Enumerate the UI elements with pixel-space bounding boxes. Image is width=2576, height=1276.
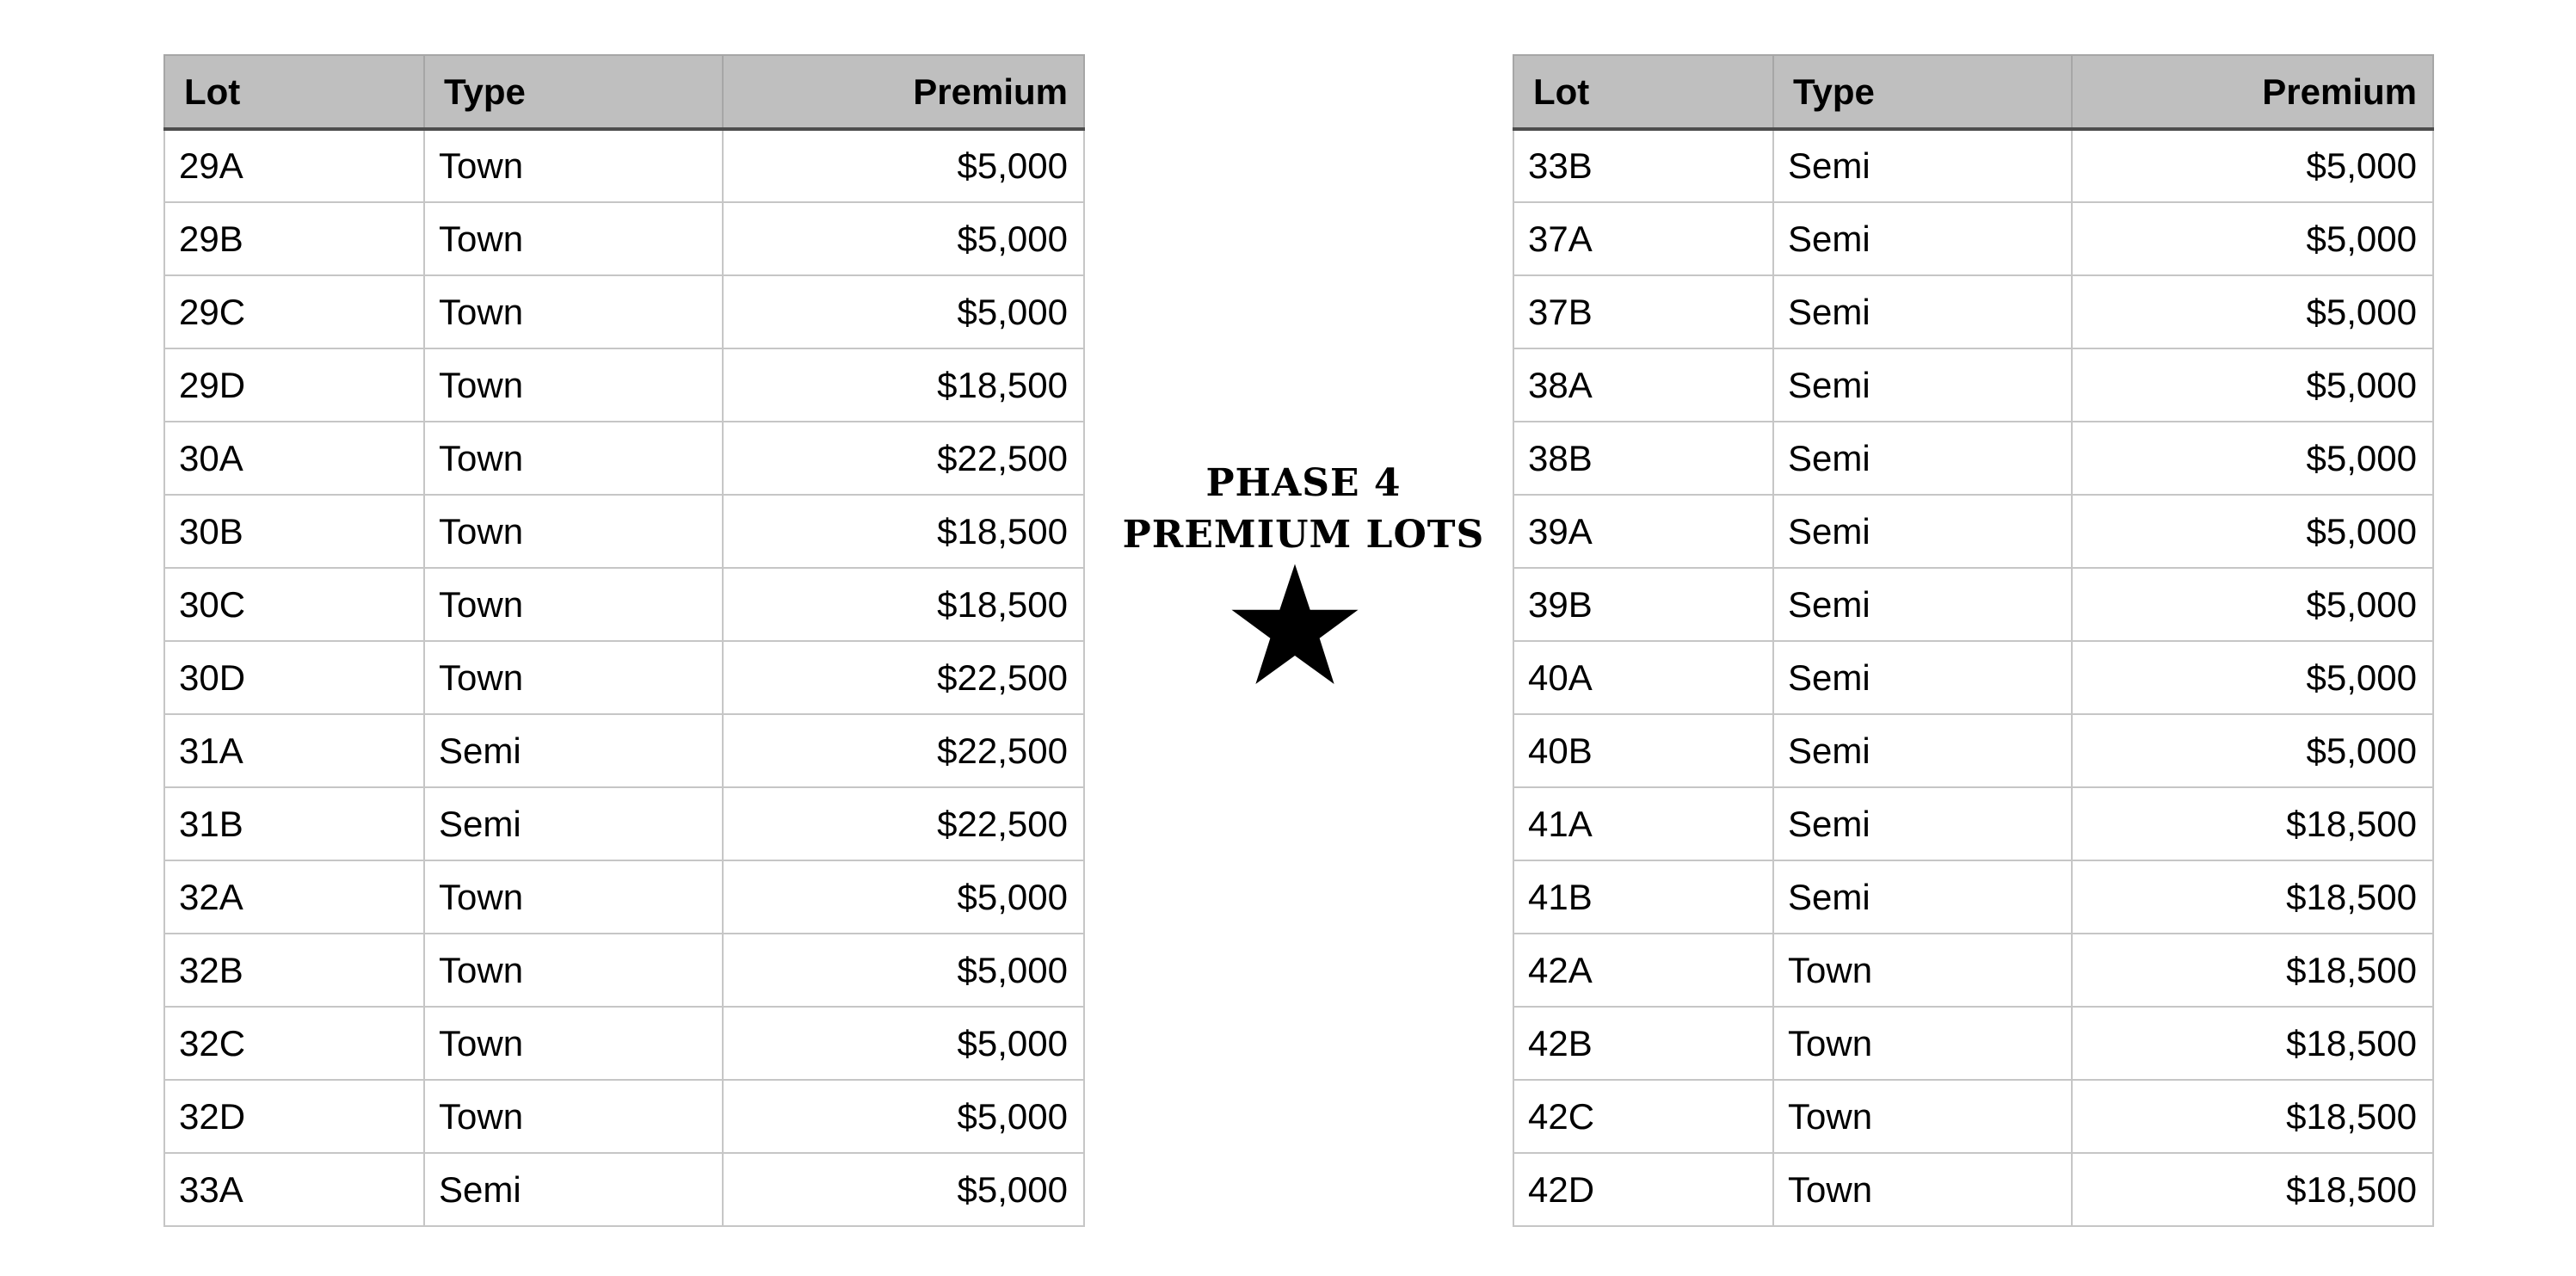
page-title bbox=[1110, 458, 1497, 561]
table-header-row bbox=[1513, 55, 2433, 129]
cell-lot: 30A bbox=[164, 422, 424, 495]
table-row bbox=[1513, 568, 2433, 641]
cell-lot: 29B bbox=[164, 202, 424, 275]
cell-type: Town bbox=[1773, 934, 2072, 1007]
cell-lot: 30D bbox=[164, 641, 424, 714]
cell-premium: $18,500 bbox=[723, 568, 1084, 641]
cell-type: Town bbox=[1773, 1007, 2072, 1080]
cell-lot: 33A bbox=[164, 1153, 424, 1226]
cell-lot: 37A bbox=[1513, 202, 1773, 275]
header-type: Type bbox=[1773, 55, 2072, 129]
cell-premium: $22,500 bbox=[723, 641, 1084, 714]
cell-lot: 38B bbox=[1513, 422, 1773, 495]
cell-type: Semi bbox=[424, 714, 723, 787]
table-row bbox=[1513, 1080, 2433, 1153]
cell-lot: 41B bbox=[1513, 860, 1773, 934]
cell-type: Town bbox=[424, 275, 723, 348]
cell-premium: $5,000 bbox=[723, 1080, 1084, 1153]
title-line-2: PREMIUM LOTS bbox=[1122, 513, 1485, 557]
cell-lot: 42D bbox=[1513, 1153, 1773, 1226]
cell-lot: 29D bbox=[164, 348, 424, 422]
table-row bbox=[164, 1153, 1084, 1226]
cell-type: Town bbox=[424, 1080, 723, 1153]
table-body bbox=[1513, 129, 2433, 1226]
cell-premium: $18,500 bbox=[2072, 860, 2433, 934]
table-row bbox=[164, 934, 1084, 1007]
table-row bbox=[1513, 714, 2433, 787]
cell-type: Town bbox=[424, 860, 723, 934]
cell-lot: 37B bbox=[1513, 275, 1773, 348]
header-premium: Premium bbox=[723, 55, 1084, 129]
cell-type: Town bbox=[1773, 1080, 2072, 1153]
table-row bbox=[1513, 202, 2433, 275]
table-row bbox=[1513, 934, 2433, 1007]
cell-premium: $22,500 bbox=[723, 422, 1084, 495]
cell-lot: 39B bbox=[1513, 568, 1773, 641]
cell-lot: 32C bbox=[164, 1007, 424, 1080]
cell-type: Semi bbox=[1773, 714, 2072, 787]
table-row bbox=[164, 275, 1084, 348]
cell-lot: 40B bbox=[1513, 714, 1773, 787]
table-row bbox=[1513, 641, 2433, 714]
table-row bbox=[164, 202, 1084, 275]
cell-type: Semi bbox=[1773, 422, 2072, 495]
cell-lot: 42A bbox=[1513, 934, 1773, 1007]
table-row bbox=[1513, 275, 2433, 348]
star-icon bbox=[1230, 564, 1359, 688]
cell-lot: 32D bbox=[164, 1080, 424, 1153]
cell-type: Town bbox=[424, 641, 723, 714]
cell-lot: 38A bbox=[1513, 348, 1773, 422]
cell-lot: 39A bbox=[1513, 495, 1773, 568]
cell-premium: $18,500 bbox=[2072, 1080, 2433, 1153]
cell-lot: 32B bbox=[164, 934, 424, 1007]
cell-type: Town bbox=[424, 495, 723, 568]
cell-type: Semi bbox=[1773, 275, 2072, 348]
header-type: Type bbox=[424, 55, 723, 129]
table-row bbox=[164, 1007, 1084, 1080]
header-lot: Lot bbox=[1513, 55, 1773, 129]
cell-premium: $5,000 bbox=[2072, 568, 2433, 641]
cell-type: Semi bbox=[1773, 495, 2072, 568]
cell-premium: $5,000 bbox=[723, 860, 1084, 934]
cell-type: Town bbox=[424, 202, 723, 275]
cell-premium: $5,000 bbox=[2072, 129, 2433, 202]
table-row bbox=[1513, 422, 2433, 495]
table-row bbox=[1513, 1007, 2433, 1080]
cell-type: Town bbox=[424, 129, 723, 202]
cell-lot: 32A bbox=[164, 860, 424, 934]
table-row bbox=[164, 860, 1084, 934]
cell-lot: 40A bbox=[1513, 641, 1773, 714]
table-row bbox=[164, 495, 1084, 568]
cell-premium: $5,000 bbox=[2072, 641, 2433, 714]
cell-premium: $18,500 bbox=[2072, 1007, 2433, 1080]
cell-premium: $22,500 bbox=[723, 787, 1084, 860]
cell-lot: 41A bbox=[1513, 787, 1773, 860]
cell-lot: 31B bbox=[164, 787, 424, 860]
cell-premium: $5,000 bbox=[723, 202, 1084, 275]
header-lot: Lot bbox=[164, 55, 424, 129]
cell-type: Town bbox=[424, 348, 723, 422]
table-row bbox=[1513, 495, 2433, 568]
premium-lots-table-right bbox=[1513, 54, 2434, 1227]
cell-type: Town bbox=[424, 422, 723, 495]
table-row bbox=[1513, 860, 2433, 934]
table-row bbox=[164, 714, 1084, 787]
premium-lots-table-left bbox=[163, 54, 1085, 1227]
cell-lot: 31A bbox=[164, 714, 424, 787]
cell-lot: 30C bbox=[164, 568, 424, 641]
cell-premium: $5,000 bbox=[2072, 714, 2433, 787]
cell-lot: 42C bbox=[1513, 1080, 1773, 1153]
table-body bbox=[164, 129, 1084, 1226]
table-row bbox=[164, 422, 1084, 495]
table-row bbox=[164, 129, 1084, 202]
cell-premium: $5,000 bbox=[723, 934, 1084, 1007]
table-row bbox=[1513, 1153, 2433, 1226]
header-premium: Premium bbox=[2072, 55, 2433, 129]
cell-type: Semi bbox=[424, 787, 723, 860]
cell-premium: $5,000 bbox=[2072, 422, 2433, 495]
cell-type: Semi bbox=[1773, 348, 2072, 422]
cell-type: Semi bbox=[1773, 202, 2072, 275]
cell-premium: $18,500 bbox=[723, 348, 1084, 422]
cell-type: Town bbox=[1773, 1153, 2072, 1226]
cell-type: Semi bbox=[1773, 641, 2072, 714]
cell-type: Semi bbox=[1773, 787, 2072, 860]
cell-type: Semi bbox=[1773, 860, 2072, 934]
cell-premium: $5,000 bbox=[2072, 348, 2433, 422]
cell-type: Semi bbox=[1773, 568, 2072, 641]
table-row bbox=[164, 1080, 1084, 1153]
cell-premium: $5,000 bbox=[723, 1007, 1084, 1080]
table-row bbox=[164, 348, 1084, 422]
cell-premium: $5,000 bbox=[723, 1153, 1084, 1226]
table-row bbox=[1513, 787, 2433, 860]
table-row bbox=[164, 641, 1084, 714]
cell-premium: $5,000 bbox=[2072, 202, 2433, 275]
cell-type: Semi bbox=[424, 1153, 723, 1226]
cell-premium: $5,000 bbox=[723, 275, 1084, 348]
cell-premium: $18,500 bbox=[723, 495, 1084, 568]
table-row bbox=[164, 568, 1084, 641]
cell-premium: $22,500 bbox=[723, 714, 1084, 787]
cell-premium: $18,500 bbox=[2072, 787, 2433, 860]
cell-type: Town bbox=[424, 934, 723, 1007]
cell-premium: $18,500 bbox=[2072, 934, 2433, 1007]
cell-premium: $5,000 bbox=[723, 129, 1084, 202]
table-header-row bbox=[164, 55, 1084, 129]
cell-type: Semi bbox=[1773, 129, 2072, 202]
title-line-1: PHASE 4 bbox=[1205, 461, 1402, 505]
table-row bbox=[1513, 348, 2433, 422]
cell-type: Town bbox=[424, 568, 723, 641]
cell-premium: $18,500 bbox=[2072, 1153, 2433, 1226]
cell-type: Town bbox=[424, 1007, 723, 1080]
cell-premium: $5,000 bbox=[2072, 275, 2433, 348]
table-row bbox=[1513, 129, 2433, 202]
cell-lot: 30B bbox=[164, 495, 424, 568]
cell-lot: 29A bbox=[164, 129, 424, 202]
cell-lot: 29C bbox=[164, 275, 424, 348]
cell-lot: 42B bbox=[1513, 1007, 1773, 1080]
cell-premium: $5,000 bbox=[2072, 495, 2433, 568]
table-row bbox=[164, 787, 1084, 860]
cell-lot: 33B bbox=[1513, 129, 1773, 202]
